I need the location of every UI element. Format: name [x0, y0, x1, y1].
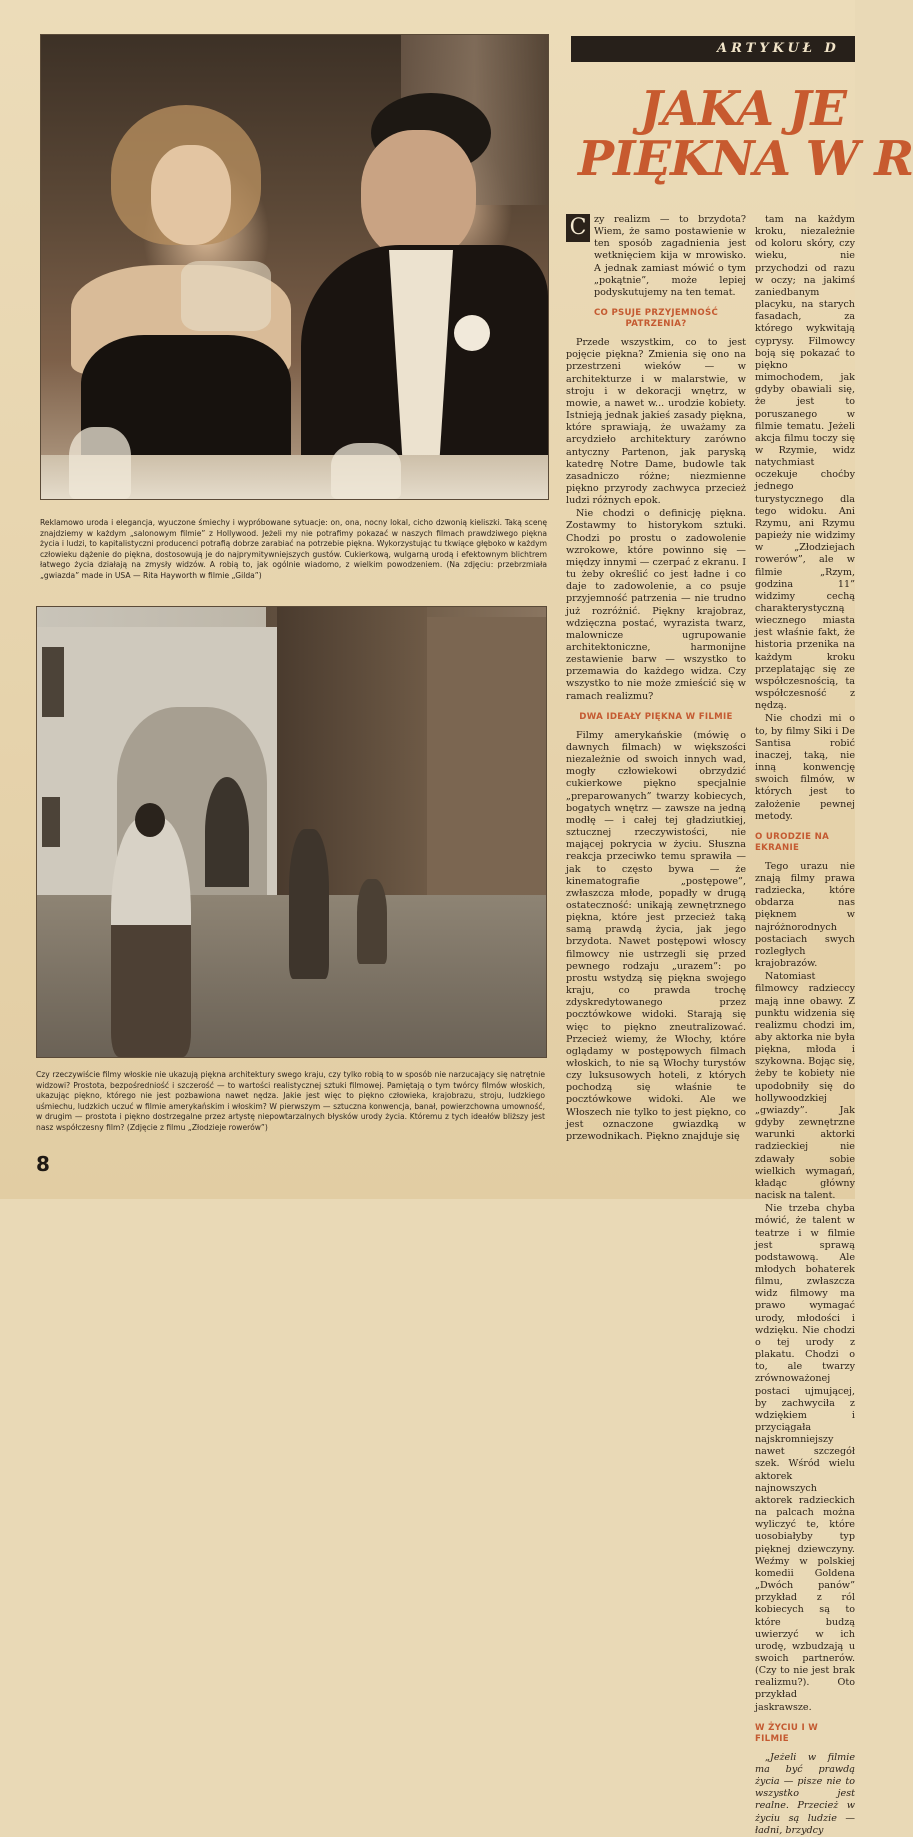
photo-building-right — [427, 617, 546, 897]
column1-paragraph-2: Nie chodzi o definicję piękna. Zostawmy to historykom sztuki. Chodzi po prostu o zadowolenie wzrokowe, które powinno się — między innymi — czerpać z ekranu. I tu żeby określić co jest ładne i co daje to zadowolenie, a co psuje przyjemność patrzenia — nie trudno już rozróżnić. Piękny krajobraz, wdzięczna postać, wyrazista twarz, malownicze ugrupowanie architektoniczne, harmonijne zestawienie barw — wszystko to przemawia do każdego widza. Czy wszystko to nie może zmieścić się w ramach realizmu? — [566, 508, 746, 702]
column2-paragraph-4: Natomiast filmowcy radzieccy mają inne obawy. Z punktu widzenia się realizmu chodzi im, aby aktorka nie była piękna, młoda i szykowna. Bojąc się, żeby te kobiety nie upodobniły się do hollywoodzkiej „gwiazdy”. Jak gdyby zewnętrzne warunki aktorki radzieckiej nie zdawały sobie wielkich wymagań, kładąc główny nacisk na talent. — [755, 971, 855, 1202]
subheading-o-urodzie: O URODZIE NA EKRANIE — [755, 831, 830, 853]
column2-paragraph-5: Nie trzeba chyba mówić, że talent w teatrze i w filmie jest sprawą podstawową. Ale młodych bohaterek filmu, zwłaszcza widz filmowy ma prawo wymagać urody, młodości i wdzięku. Nie chodzi o tej urody z plakatu. Chodzi o to, ale twarzy zrównoważonej postaci ujmującej, by zachwyciła z wdziękiem i przyciągała najskromniejszy nawet szczegół szek. Wśród wielu aktorek najnowszych aktorek radzieckich na palcach można wyliczyć te, które uosobiałyby typ pięknej dziewczyny. Weźmy w polskiej komedii Goldena „Dwóch panów” przykład z ról kobiecych są to które budzą uwierzyć w ich urodę, wzbudzają u swoich partnerów. (Czy to nie jest brak realizmu?). Oto przykład jaskrawsze. — [755, 1203, 855, 1713]
subheading-przyjemnosc: CO PSUJE PRZYJEMNOŚĆ PATRZENIA? — [593, 308, 719, 330]
section-banner-label: ARTYKUŁ D — [717, 41, 840, 56]
column1-paragraph-1: Przede wszystkim, co to jest pojęcie piękna? Zmienia się ono na przestrzeni wieków — w architekturze i w malarstwie, w stroju i w dekoracji wnętrz, w mowie, a nawet w... urodzie kobiety. Istnieją jednak jakieś zasady piękna, które sprawiają, że uważamy za arcydzieło architektury zarówno antyczny Partenon, jak paryską katedrę Notre Dame, budowle tak zasadniczo różne; niezmienne piękno przyrody zachwyca przecież ludzi różnych epok. — [566, 337, 746, 507]
subheading-w-zyciu: W ŻYCIU I W FILMIE — [755, 1722, 819, 1744]
photo-woman-face — [151, 145, 231, 245]
photo-building-door — [205, 777, 249, 887]
photo-glass-right — [331, 443, 401, 499]
photo-boy — [357, 879, 387, 964]
photo-gilda-scene — [40, 34, 549, 500]
photo2-caption: Czy rzeczywiście filmy włoskie nie ukazują piękna architektury swego kraju, czy tylko robią to w sposób nie narzucający się natrętnie widzowi? Prostota, bezpośredniość i szczerość — to wartości realistycznej sztuki filmowej. Pamiętają o tym twórcy filmów włoskich, ukazując piękno, którego nie jest pozbawiona nawet nędza. Jakie jest więc to piękno człowieka, krajobrazu, stroju, ludzkiego uśmiechu, ludzkich uczuć w filmie amerykańskim i włoskim? W pierwszym — sztuczna konwencja, banał, powierzchowna umowność, w drugim — prostota i piękno dostrzegalne przez artystę niepowtarzalnych błysków urody życia. Któremu z tych ideałów bliższy jest nasz współczesny film? (Zdjęcie z filmu „Złodzieje rowerów”) — [36, 1070, 545, 1132]
photo1-caption: Reklamowo uroda i elegancja, wyuczone śmiechy i wypróbowane sytuacje: on, ona, nocny lokal, cicho dzwonią kieliszki. Taką scenę znajdziemy w każdym „salonowym filmie” z Hollywood. Jeżeli my nie potrafimy pokazać w naszych filmach prawdziwego piękna życia i ludzi, to kapitalistyczni producenci potrafią dobrze zarabiać na potrzebie piękna. Wykorzystując tu tkwiące głęboko w każdym człowieku dążenie do piękna, dostosowują je do najprymitywniejszych gustów. Cukierkową, wulgarną urodą i efektownym blichtrem łatwego życia działają na zmysły widzów. A robią to, jak ogólnie wiadomo, z wielkim powodzeniem. (Na zdjęciu: przebrzmiała „gwiazda” made in USA — Rita Hayworth w filmie „Gilda”) — [40, 518, 547, 580]
photo-bicycle-thieves-street — [36, 606, 547, 1058]
photo-toast-glasses — [181, 261, 271, 331]
photo-window-2 — [42, 797, 60, 847]
column2-paragraph-6: „Jeżeli w filmie ma być prawdą życia — pisze nie to wszystko jest realne. Przecież w życiu są ludzie — ładni, brzydcy — [755, 1751, 855, 1836]
column2-paragraph-2: Nie chodzi mi o to, by filmy Siki i De Santisa robić inaczej, taką, nie inną konwencję swoich filmów, w których jest to założenie pewnej metody. — [755, 713, 855, 822]
photo-man-walking — [111, 817, 191, 1057]
column2-paragraph-3: Tego urazu nie znają filmy prawa radziecka, które obdarza nas pięknem w najróżnorodnych postaciach swych rozległych krajobrazów. — [755, 860, 855, 970]
photo-glass-left — [69, 427, 131, 499]
article-title-line1: JAKA JE — [640, 81, 846, 137]
article-column-1 — [566, 214, 746, 1174]
drop-cap: C — [566, 214, 590, 242]
photo-man-face — [361, 130, 476, 260]
page-number: 8 — [36, 1152, 50, 1176]
article-title-line2: PIĘKNA W R — [578, 131, 913, 187]
column1-paragraph-3: Filmy amerykańskie (mówię o dawnych filmach) w większości niezależnie od swoich innych wad, mogły człowiekowi obrzydzić cukierkowe piękno specjalnie „preparowanych” twarzy kobiecych, bogatych wnętrz — zawsze na jedną modłę — i całej tej gładziutkiej, sztucznej rzeczywistości, nie mającej pokrycia w życiu. Słuszna reakcja przeciwko temu sprawiła — jak to często bywa — że kinematografie „postępowe”, zwłaszcza młode, popadły w drugą ostateczność: unikają zewnętrznego piękna, które jest przecież taką samą prawdą życia, jak jego brzydota. Nawet postępowi włoscy filmowcy nie ustrzegli się przed pewnego rodzaju „urazem”: po prostu wstydzą się piękna swojego kraju, co prawda trochę zdyskredytowanego przez pocztówkowe widoki. Starają się więc to piękno zneutralizować. Przecież wiemy, że Włochy, które oglądamy w postępowych filmach włoskich, to nie są Włochy turystów czy luksusowych hoteli, z których pochodzą się właśnie te pocztówkowe widoki. Ale we Włoszech nie tylko to jest piękno, co jest oznaczone gwiazdką w przewodnikach. Piękno znajduje się — [566, 729, 746, 1142]
column2-paragraph-1: tam na każdym kroku, niezależnie od koloru skóry, czy wieku, nie przychodzi od razu w oczy; na jakimś zaniedbanym placyku, na starych fasadach, za którego wykwitają cyprysy. Filmowcy boją się pokazać to piękno mimochodem, jak gdyby obawiali się, że jest to poruszanego w filmie tematu. Jeżeli akcja filmu toczy się w Rzymie, widz natychmiast oczekuje choćby jednego turystycznego dla tego widoku. Ani Rzymu, ani Rzymu papieży nie widzimy w „Złodziejach rowerów”, ale w filmie „Rzym, godzina 11” widzimy cechą charakterystyczną wiecznego miasta jest właśnie fakt, że historia przenika na każdym kroku przeplatając się ze współczesnością, ta współczesność z nędzą. — [755, 214, 855, 712]
photo-distant-man — [289, 829, 329, 979]
subheading-dwa-idealy: DWA IDEAŁY PIĘKNA W FILMIE — [579, 711, 733, 722]
photo-carnation — [454, 315, 490, 351]
section-banner — [571, 36, 855, 62]
photo-window-1 — [42, 647, 64, 717]
intro-paragraph: zy realizm — to brzydota? Wiem, że samo postawienie w ten sposób zagadnienia jest wetknięciem kija w mrowisko. A jednak zamiast mówić o tym „pokątnie”, może lepiej podyskutujemy na ten temat. — [594, 214, 746, 298]
article-column-2 — [755, 214, 855, 1836]
photo-man-head — [135, 803, 165, 837]
